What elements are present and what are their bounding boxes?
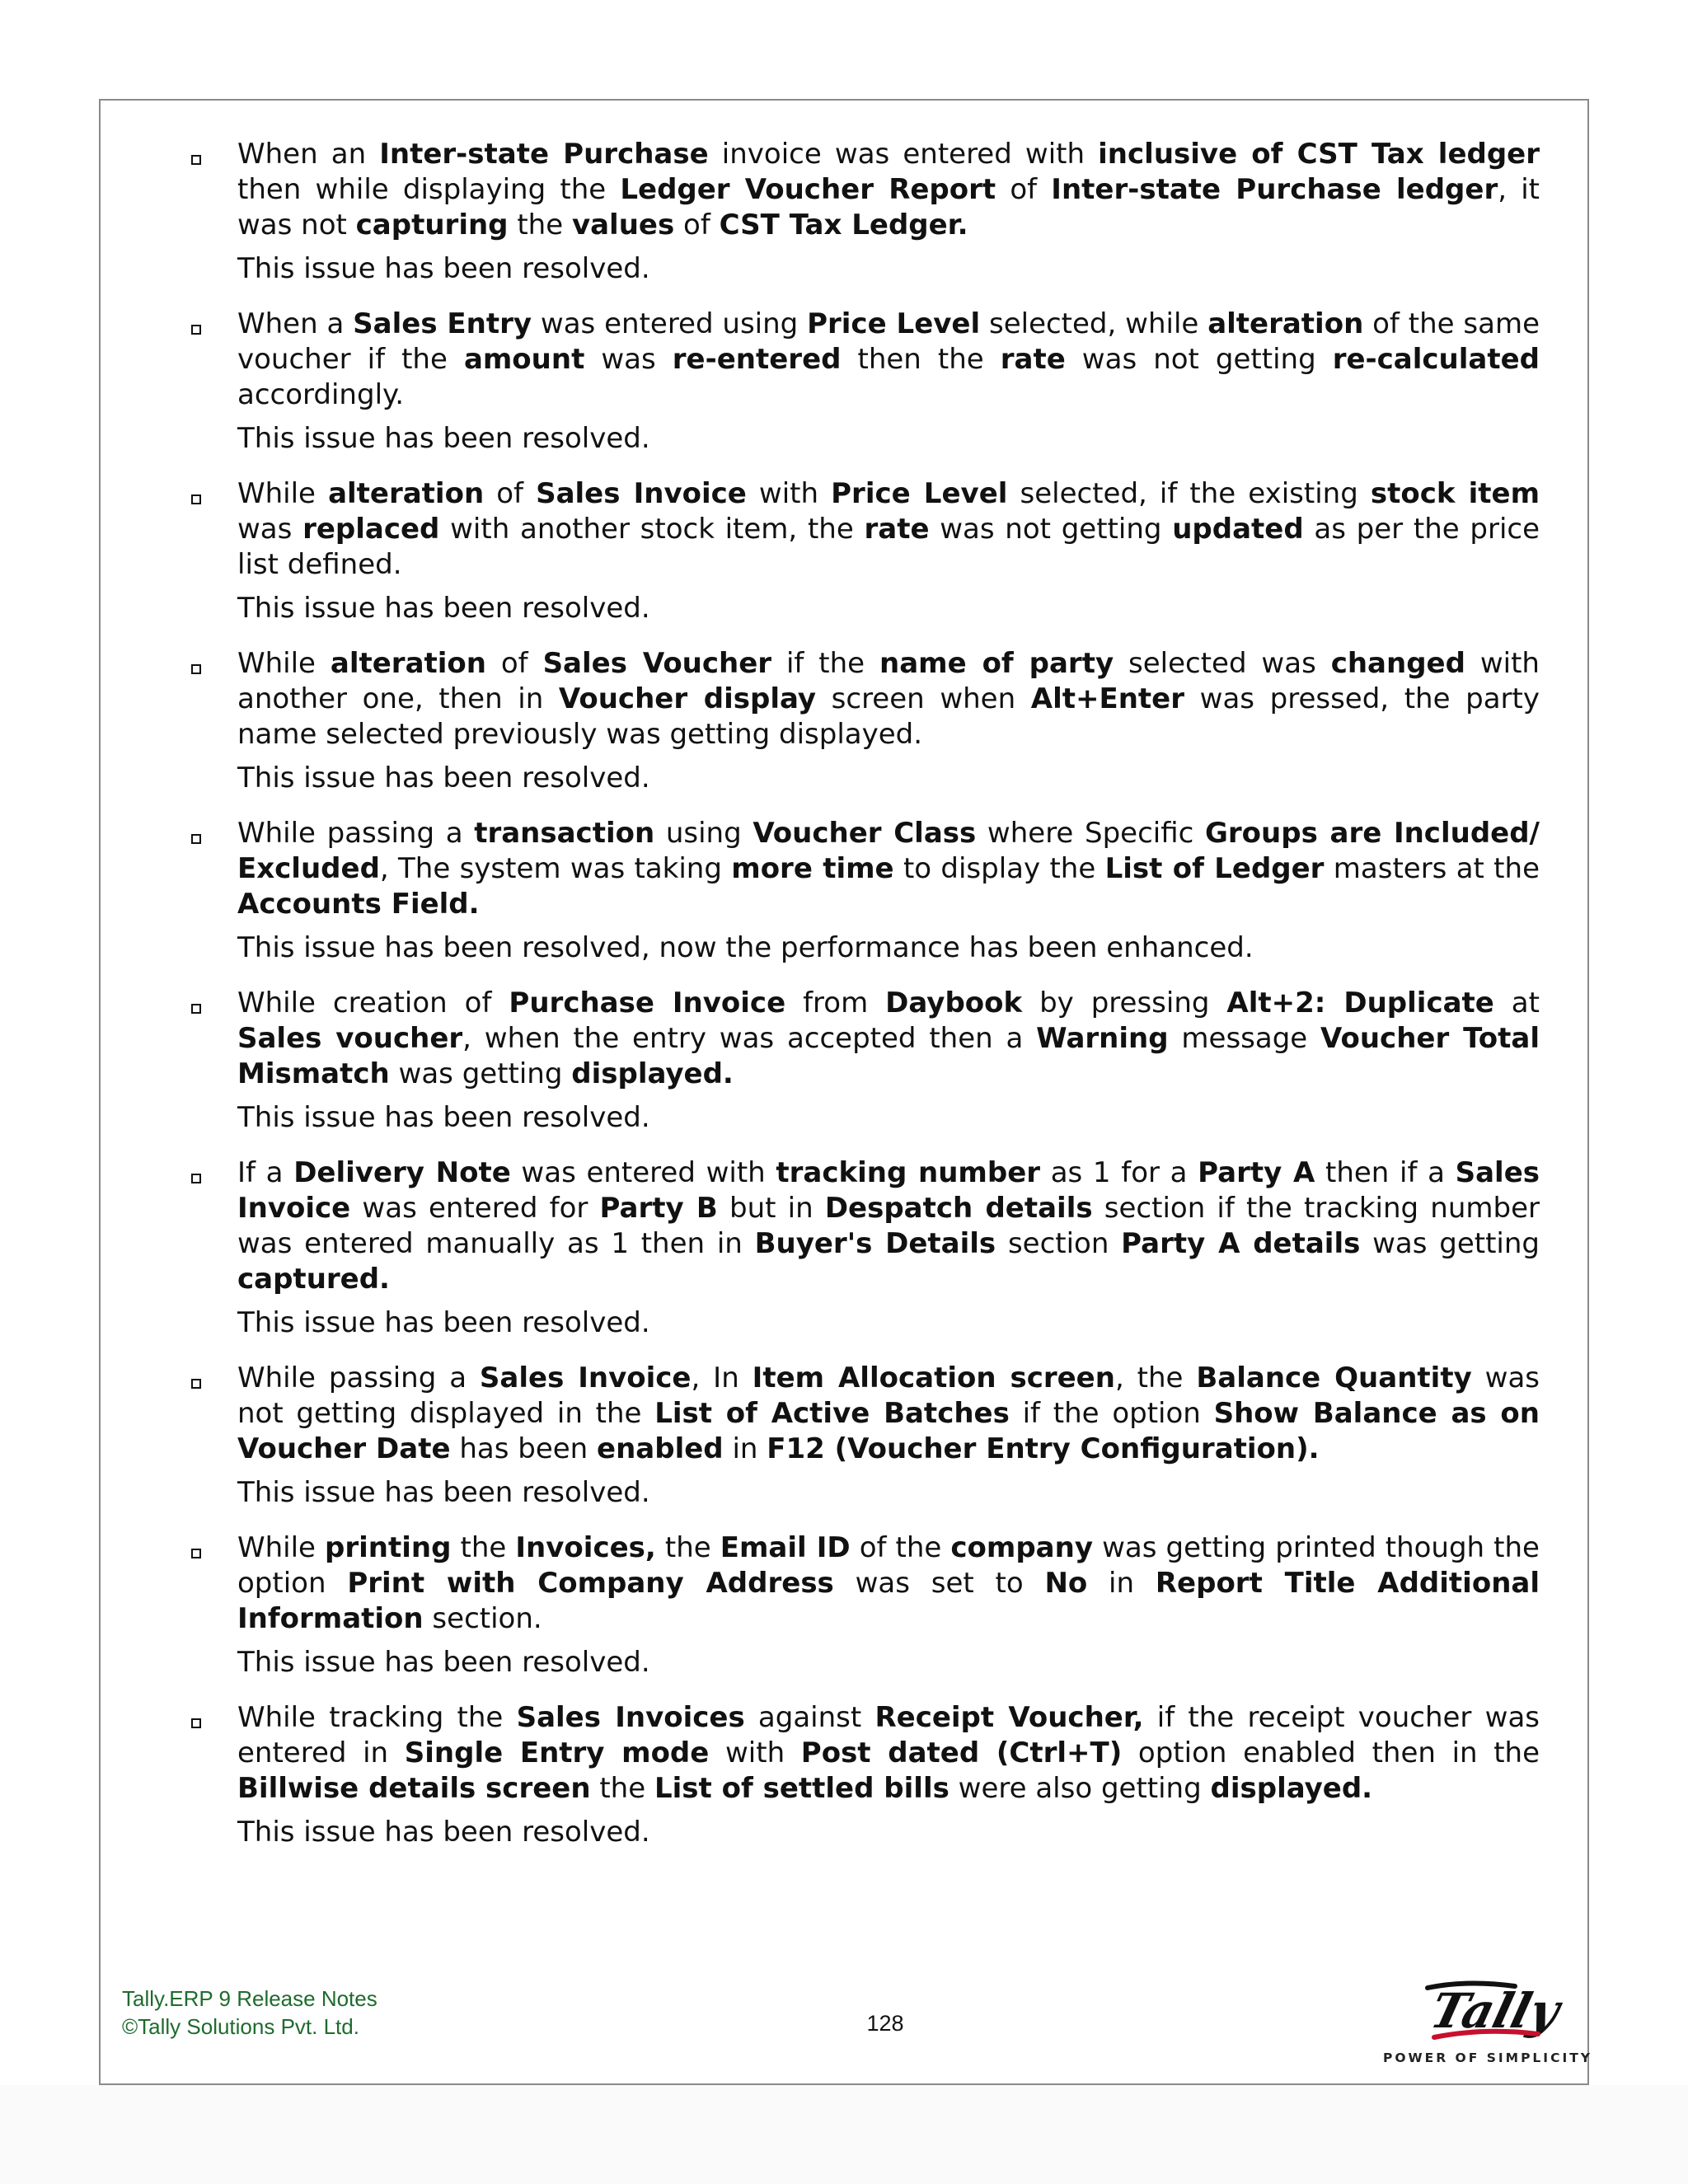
resolution-text: This issue has been resolved, now the performance has been enhanced.: [237, 931, 1254, 964]
description-text: was entered with: [510, 1156, 776, 1189]
emphasis-text: changed: [1330, 647, 1465, 680]
description-text: the: [655, 1531, 720, 1564]
emphasis-text: transaction: [474, 817, 655, 850]
description-text: section: [996, 1227, 1122, 1260]
tally-logo-wordmark: Tally: [1425, 1982, 1565, 2039]
description-text: invoice was entered with: [708, 138, 1099, 171]
square-bullet-icon: [191, 1004, 201, 1014]
release-note-item: [186, 1530, 1540, 1680]
resolution-text: This issue has been resolved.: [237, 1476, 650, 1509]
emphasis-text: Party A: [1198, 1156, 1315, 1189]
issue-description: [237, 307, 1540, 413]
description-text: with another one, then in: [237, 647, 1540, 715]
description-text: When a: [237, 307, 354, 340]
emphasis-text: Show Balance as on Voucher Date: [237, 1397, 1540, 1465]
description-text: of: [485, 647, 543, 680]
description-text: were also getting: [949, 1772, 1211, 1805]
emphasis-text: rate: [864, 513, 930, 546]
description-text: using: [654, 817, 753, 850]
issue-description: [237, 476, 1540, 583]
resolution-text: This issue has been resolved.: [237, 1646, 650, 1679]
issue-description: [237, 1155, 1540, 1297]
description-text: When an: [237, 138, 380, 171]
emphasis-text: name of party: [879, 647, 1114, 680]
emphasis-text: alteration: [330, 647, 486, 680]
description-text: then while displaying the: [237, 173, 621, 206]
emphasis-text: Receipt Voucher,: [874, 1701, 1144, 1734]
emphasis-text: Post dated (Ctrl+T): [800, 1736, 1123, 1769]
emphasis-text: Groups are Included/ Excluded: [237, 817, 1540, 885]
description-text: in: [1087, 1567, 1156, 1600]
description-text: was: [237, 513, 303, 546]
release-note-item: [186, 137, 1540, 287]
description-text: in: [723, 1432, 767, 1465]
square-bullet-icon: [191, 664, 201, 674]
release-note-item: [186, 986, 1540, 1136]
description-text: was entered using: [532, 307, 808, 340]
emphasis-text: Single Entry mode: [404, 1736, 710, 1769]
emphasis-text: Daybook: [885, 987, 1023, 1019]
tally-logo: [1376, 1976, 1593, 2069]
emphasis-text: Sales Voucher: [542, 647, 772, 680]
description-text: then the: [841, 343, 1001, 376]
issue-description: [237, 816, 1540, 922]
emphasis-text: Invoices,: [515, 1531, 656, 1564]
description-text: was: [584, 343, 673, 376]
emphasis-text: Sales Invoice: [536, 477, 747, 510]
page-bottom-margin: [0, 2085, 1688, 2184]
description-text: While passing a: [237, 817, 475, 850]
description-text: was not getting displayed in the: [237, 1361, 1540, 1430]
emphasis-text: capturing: [355, 209, 509, 241]
issue-description: [237, 137, 1540, 243]
description-text: selected was: [1114, 647, 1331, 680]
description-text: with: [709, 1736, 801, 1769]
square-bullet-icon: [191, 1549, 201, 1558]
description-text: While: [237, 1531, 326, 1564]
description-text: While: [237, 477, 329, 510]
description-text: While: [237, 647, 331, 680]
emphasis-text: re-calculated: [1332, 343, 1540, 376]
description-text: of the: [850, 1531, 951, 1564]
description-text: message: [1168, 1022, 1321, 1055]
emphasis-text: Alt+Enter: [1030, 682, 1185, 715]
emphasis-text: No: [1044, 1567, 1088, 1600]
emphasis-text: Price Level: [807, 307, 981, 340]
description-text: section if the tracking number was entered manually as 1 then in: [237, 1192, 1540, 1260]
emphasis-text: Buyer's Details: [754, 1227, 996, 1260]
emphasis-text: CST Tax Ledger.: [719, 209, 968, 241]
description-text: , the: [1114, 1361, 1197, 1394]
description-text: selected, if the existing: [1007, 477, 1371, 510]
description-text: was not getting: [1065, 343, 1333, 376]
description-text: was not getting: [929, 513, 1173, 546]
emphasis-text: Billwise details screen: [237, 1772, 591, 1805]
emphasis-text: Voucher Class: [753, 817, 977, 850]
emphasis-text: Email ID: [720, 1531, 851, 1564]
issue-description: [237, 1700, 1540, 1807]
description-text: option enabled then in the: [1122, 1736, 1540, 1769]
emphasis-text: replaced: [302, 513, 440, 546]
square-bullet-icon: [191, 494, 201, 504]
emphasis-text: Alt+2: Duplicate: [1226, 987, 1494, 1019]
description-text: where Specific: [976, 817, 1205, 850]
description-text: if the: [771, 647, 879, 680]
description-text: the: [508, 209, 572, 241]
description-text: , In: [691, 1361, 753, 1394]
release-note-item: [186, 816, 1540, 966]
square-bullet-icon: [191, 155, 201, 165]
emphasis-text: Balance Quantity: [1196, 1361, 1472, 1394]
emphasis-text: Sales Invoices: [516, 1701, 745, 1734]
emphasis-text: F12 (Voucher Entry Configuration).: [767, 1432, 1320, 1465]
description-text: If a: [237, 1156, 294, 1189]
emphasis-text: displayed.: [1210, 1772, 1373, 1805]
emphasis-text: Sales Entry: [353, 307, 532, 340]
emphasis-text: Warning: [1036, 1022, 1169, 1055]
footer-copyright: ©Tally Solutions Pvt. Ltd.: [122, 2014, 359, 2039]
emphasis-text: Inter-state Purchase: [379, 138, 709, 171]
emphasis-text: Despatch details: [824, 1192, 1093, 1225]
emphasis-text: more time: [731, 852, 894, 885]
emphasis-text: Voucher Total Mismatch: [237, 1022, 1540, 1090]
description-text: of: [674, 209, 720, 241]
emphasis-text: inclusive of CST Tax ledger: [1098, 138, 1540, 171]
description-text: if the receipt voucher was entered in: [237, 1701, 1540, 1769]
square-bullet-icon: [191, 1174, 201, 1183]
emphasis-text: alteration: [328, 477, 485, 510]
emphasis-text: alteration: [1207, 307, 1364, 340]
description-text: , when the entry was accepted then a: [462, 1022, 1037, 1055]
tally-tagline: POWER OF SIMPLICITY: [1383, 2050, 1593, 2065]
issue-description: [237, 1530, 1540, 1637]
resolution-text: This issue has been resolved.: [237, 1816, 650, 1849]
emphasis-text: Party A details: [1121, 1227, 1361, 1260]
emphasis-text: Report Title Additional Information: [237, 1567, 1540, 1635]
description-text: at: [1493, 987, 1540, 1019]
emphasis-text: Item Allocation screen: [752, 1361, 1115, 1394]
emphasis-text: re-entered: [672, 343, 842, 376]
footer-doc-title: Tally.ERP 9 Release Notes: [122, 1986, 377, 2011]
release-notes-list: [186, 137, 1540, 1870]
description-text: was entered for: [350, 1192, 600, 1225]
description-text: was set to: [833, 1567, 1045, 1600]
description-text: as per the price list defined.: [237, 513, 1540, 581]
emphasis-text: Accounts Field.: [237, 888, 480, 921]
resolution-text: This issue has been resolved.: [237, 1306, 650, 1339]
emphasis-text: updated: [1172, 513, 1304, 546]
emphasis-text: company: [950, 1531, 1093, 1564]
description-text: While tracking the: [237, 1701, 517, 1734]
description-text: as 1 for a: [1040, 1156, 1198, 1189]
emphasis-text: Ledger Voucher Report: [620, 173, 996, 206]
description-text: of: [484, 477, 537, 510]
description-text: against: [744, 1701, 875, 1734]
description-text: was pressed, the party name selected previously was getting displayed.: [237, 682, 1540, 751]
emphasis-text: displayed.: [571, 1057, 734, 1090]
square-bullet-icon: [191, 325, 201, 335]
description-text: selected, while: [980, 307, 1208, 340]
emphasis-text: Sales Invoice: [237, 1156, 1540, 1225]
resolution-text: This issue has been resolved.: [237, 592, 650, 625]
description-text: screen when: [816, 682, 1031, 715]
issue-description: [237, 646, 1540, 752]
emphasis-text: Sales Invoice: [479, 1361, 692, 1394]
square-bullet-icon: [191, 834, 201, 844]
description-text: masters at the: [1324, 852, 1540, 885]
square-bullet-icon: [191, 1379, 201, 1389]
description-text: from: [785, 987, 886, 1019]
emphasis-text: Inter-state Purchase ledger: [1051, 173, 1498, 206]
description-text: While creation of: [237, 987, 509, 1019]
emphasis-text: tracking number: [776, 1156, 1041, 1189]
description-text: , it was not: [237, 173, 1540, 241]
resolution-text: This issue has been resolved.: [237, 422, 650, 455]
emphasis-text: List of Ledger: [1104, 852, 1325, 885]
release-note-item: [186, 1361, 1540, 1511]
emphasis-text: rate: [1000, 343, 1066, 376]
release-note-item: [186, 1700, 1540, 1850]
description-text: by pressing: [1022, 987, 1227, 1019]
description-text: has been: [450, 1432, 598, 1465]
description-text: if the option: [1009, 1397, 1214, 1430]
description-text: accordingly.: [237, 378, 405, 411]
release-note-item: [186, 1155, 1540, 1341]
resolution-text: This issue has been resolved.: [237, 1101, 650, 1134]
emphasis-text: captured.: [237, 1263, 390, 1296]
emphasis-text: Voucher display: [558, 682, 817, 715]
description-text: the: [451, 1531, 516, 1564]
emphasis-text: printing: [325, 1531, 452, 1564]
description-text: but in: [717, 1192, 825, 1225]
description-text: of the same voucher if the: [237, 307, 1540, 376]
emphasis-text: amount: [463, 343, 585, 376]
description-text: then if a: [1315, 1156, 1456, 1189]
emphasis-text: List of settled bills: [654, 1772, 950, 1805]
description-text: the: [590, 1772, 654, 1805]
tally-logo-mark: [1376, 1976, 1568, 2050]
emphasis-text: values: [571, 209, 675, 241]
emphasis-text: Purchase Invoice: [509, 987, 786, 1019]
emphasis-text: stock item: [1370, 477, 1540, 510]
page-number: 128: [866, 2011, 904, 2036]
release-note-item: [186, 307, 1540, 457]
emphasis-text: enabled: [597, 1432, 724, 1465]
release-note-item: [186, 476, 1540, 626]
emphasis-text: Party B: [599, 1192, 718, 1225]
description-text: to display the: [893, 852, 1105, 885]
description-text: with: [746, 477, 832, 510]
emphasis-text: Print with Company Address: [347, 1567, 834, 1600]
square-bullet-icon: [191, 1718, 201, 1728]
footer-credits: [122, 1985, 377, 2041]
description-text: , The system was taking: [379, 852, 732, 885]
description-text: with another stock item, the: [439, 513, 865, 546]
emphasis-text: Sales voucher: [237, 1022, 463, 1055]
issue-description: [237, 986, 1540, 1092]
description-text: was getting: [1360, 1227, 1540, 1260]
emphasis-text: List of Active Batches: [654, 1397, 1010, 1430]
description-text: section.: [423, 1602, 542, 1635]
resolution-text: This issue has been resolved.: [237, 252, 650, 285]
description-text: was getting printed though the option: [237, 1531, 1540, 1600]
description-text: While passing a: [237, 1361, 480, 1394]
resolution-text: This issue has been resolved.: [237, 762, 650, 794]
description-text: was getting: [389, 1057, 572, 1090]
emphasis-text: Price Level: [831, 477, 1008, 510]
emphasis-text: Delivery Note: [293, 1156, 511, 1189]
description-text: of: [996, 173, 1052, 206]
release-note-item: [186, 646, 1540, 796]
issue-description: [237, 1361, 1540, 1467]
